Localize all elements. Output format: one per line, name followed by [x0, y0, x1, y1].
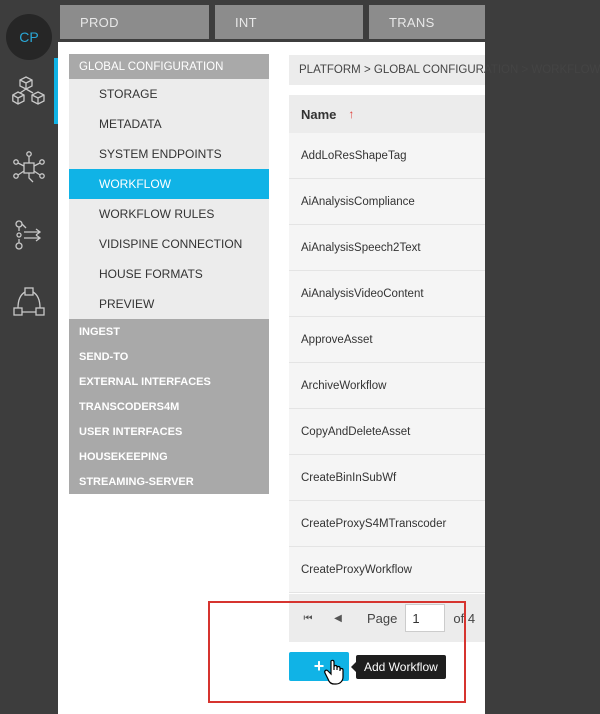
- nav-item-metadata[interactable]: METADATA: [69, 109, 269, 139]
- tab-int[interactable]: INT: [215, 5, 363, 39]
- nav-section-user-interfaces[interactable]: USER INTERFACES: [69, 419, 269, 444]
- hub-network-icon[interactable]: [0, 134, 58, 200]
- nav-item-system-endpoints[interactable]: SYSTEM ENDPOINTS: [69, 139, 269, 169]
- sort-arrow-up-icon[interactable]: ↑: [348, 107, 355, 121]
- table-row[interactable]: CreateProxyS4MTranscoder: [289, 501, 485, 547]
- workflow-route-icon[interactable]: [0, 202, 58, 268]
- cycle-nodes-icon[interactable]: [0, 270, 58, 336]
- previous-page-icon[interactable]: ◀︎: [334, 612, 342, 624]
- nav-header-global-configuration[interactable]: GLOBAL CONFIGURATION: [69, 54, 269, 79]
- page-count-label: of 4: [453, 610, 476, 626]
- nav-item-house-formats[interactable]: HOUSE FORMATS: [69, 259, 269, 289]
- nav-item-workflow[interactable]: WORKFLOW: [69, 169, 269, 199]
- tab-prod[interactable]: PROD: [60, 5, 209, 39]
- cubes-network-icon[interactable]: [0, 58, 58, 124]
- plus-icon: +: [313, 656, 325, 676]
- first-page-icon[interactable]: ⏮︎: [303, 612, 313, 624]
- nav-section-external-interfaces[interactable]: EXTERNAL INTERFACES: [69, 369, 269, 394]
- table-row[interactable]: AiAnalysisVideoContent: [289, 271, 485, 317]
- nav-item-storage[interactable]: STORAGE: [69, 79, 269, 109]
- nav-item-workflow-rules[interactable]: WORKFLOW RULES: [69, 199, 269, 229]
- nav-section-transcoders4m[interactable]: TRANSCODERS4M: [69, 394, 269, 419]
- page-label: Page: [367, 610, 398, 626]
- configuration-nav: [69, 54, 269, 494]
- table-row[interactable]: CreateProxyWorkflow: [289, 547, 485, 593]
- left-rail: [0, 0, 58, 714]
- table-row[interactable]: AiAnalysisCompliance: [289, 179, 485, 225]
- table-row[interactable]: ArchiveWorkflow: [289, 363, 485, 409]
- nav-section-ingest[interactable]: INGEST: [69, 319, 269, 344]
- table-row[interactable]: ApproveAsset: [289, 317, 485, 363]
- table-row[interactable]: AddLoResShapeTag: [289, 133, 485, 179]
- highlight-annotation: [208, 601, 466, 703]
- workflow-table: [289, 95, 485, 593]
- nav-section-send-to[interactable]: SEND-TO: [69, 344, 269, 369]
- table-row[interactable]: CopyAndDeleteAsset: [289, 409, 485, 455]
- nav-section-housekeeping[interactable]: HOUSEKEEPING: [69, 444, 269, 469]
- nav-item-vidispine-connection[interactable]: VIDISPINE CONNECTION: [69, 229, 269, 259]
- add-workflow-tooltip: Add Workflow: [356, 655, 446, 679]
- column-header-label: Name: [301, 106, 337, 122]
- table-row[interactable]: AiAnalysisSpeech2Text: [289, 225, 485, 271]
- table-row[interactable]: CreateBinInSubWf: [289, 455, 485, 501]
- breadcrumb: PLATFORM > GLOBAL CONFIGURATION > WORKFLOW: [289, 55, 485, 85]
- tab-trans[interactable]: TRANS: [369, 5, 485, 39]
- avatar[interactable]: CP: [6, 14, 52, 60]
- column-header-name[interactable]: [289, 95, 485, 133]
- environment-tabs: [58, 0, 485, 42]
- nav-item-preview[interactable]: PREVIEW: [69, 289, 269, 319]
- nav-section-streaming-server[interactable]: STREAMING-SERVER: [69, 469, 269, 494]
